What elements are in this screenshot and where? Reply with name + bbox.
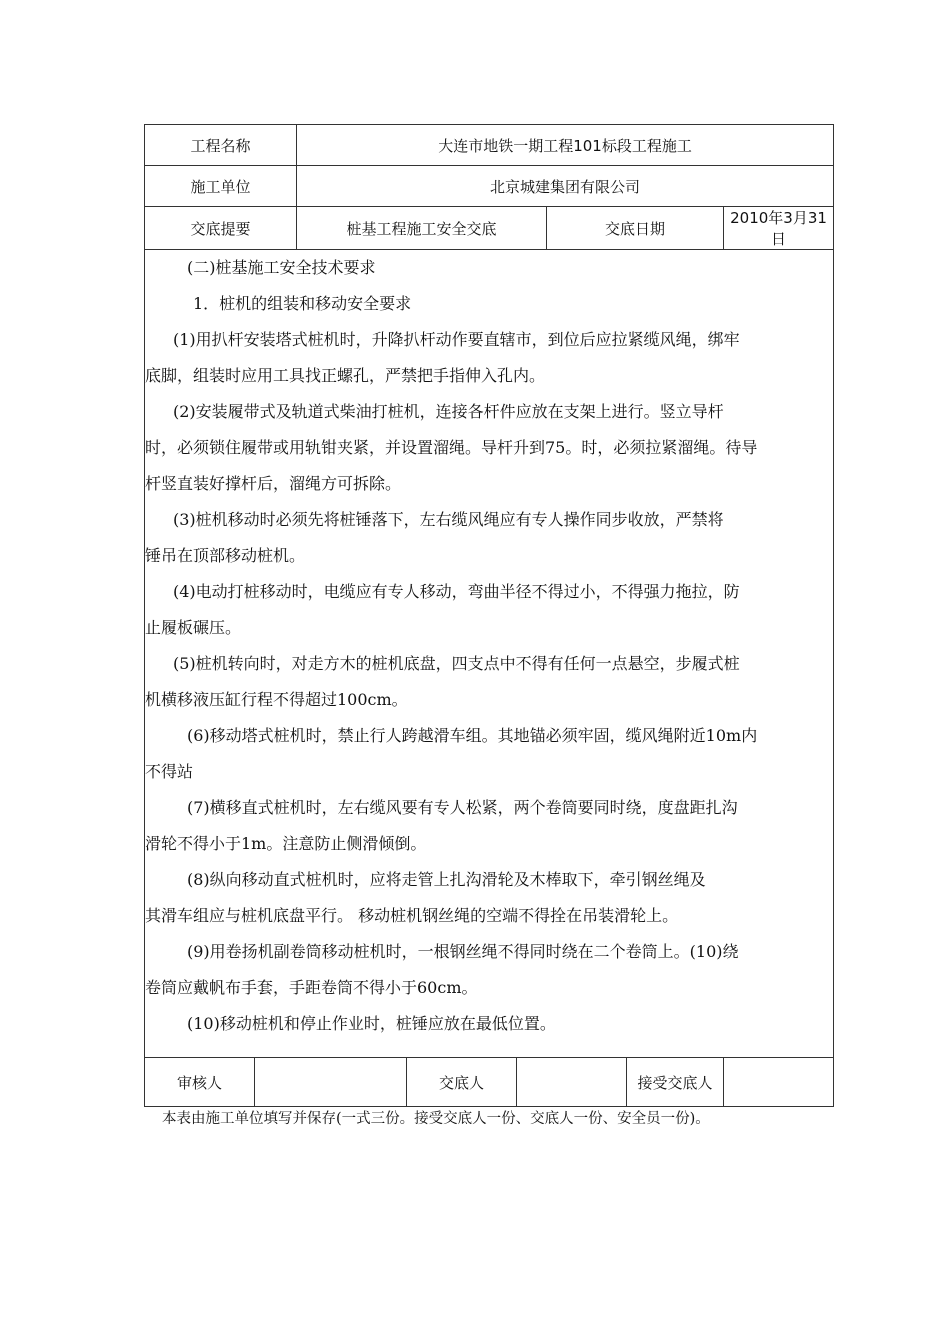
content-body: [145, 250, 833, 1042]
paragraph-line: 止履板碾压。: [145, 618, 242, 637]
paragraph-line: 其滑车组应与桩机底盘平行。 移动桩机钢丝绳的空端不得拴在吊装滑轮上。: [145, 906, 679, 925]
paragraph-line: (5)桩机转向时，对走方木的桩机底盘，四支点中不得有任何一点悬空，步履式桩: [173, 654, 740, 673]
disclosure-form: [144, 124, 833, 1107]
construction-unit-value: 北京城建集团有限公司: [297, 166, 834, 207]
content-row: [145, 250, 834, 1058]
content-cell: [145, 250, 834, 1058]
paragraph-line: 底脚，组装时应用工具找正螺孔，严禁把手指伸入孔内。: [145, 366, 546, 385]
paragraph-line: (9)用卷扬机副卷筒移动桩机时，一根钢丝绳不得同时绕在二个卷筒上。(10)绕: [187, 942, 739, 961]
project-name-label: 工程名称: [145, 125, 297, 166]
subsection-heading: 1．桩机的组装和移动安全要求: [193, 294, 412, 313]
date-label: 交底日期: [547, 207, 724, 250]
paragraph-line: (6)移动塔式桩机时，禁止行人跨越滑车组。其地锚必须牢固，缆风绳附近10m内: [187, 726, 758, 745]
paragraph-line: (3)桩机移动时必须先将桩锤落下，左右缆风绳应有专人操作同步收放，严禁将: [173, 510, 724, 529]
paragraph-line: (8)纵向移动直式桩机时，应将走管上扎沟滑轮及木棒取下，牵引钢丝绳及: [187, 870, 706, 889]
project-row: [145, 125, 834, 166]
summary-label: 交底提要: [145, 207, 297, 250]
reviewer-signature-field[interactable]: [255, 1058, 407, 1107]
discloser-label: 交底人: [407, 1058, 517, 1107]
signature-row: [145, 1058, 834, 1107]
summary-value: 桩基工程施工安全交底: [297, 207, 547, 250]
paragraph-line: 时，必须锁住履带或用轨钳夹紧，并设置溜绳。导杆升到75。时，必须拉紧溜绳。待导: [145, 438, 758, 457]
paragraph-line: 锤吊在顶部移动桩机。: [145, 546, 306, 565]
paragraph-line: (1)用扒杆安装塔式桩机时，升降扒杆动作要直辖市，到位后应拉紧缆风绳，绑牢: [173, 330, 740, 349]
receiver-label: 接受交底人: [627, 1058, 724, 1107]
reviewer-label: 审核人: [145, 1058, 255, 1107]
section-heading: (二)桩基施工安全技术要求: [187, 258, 376, 277]
paragraph-line: 卷筒应戴帆布手套，手距卷筒不得小于60cm。: [145, 978, 478, 997]
paragraph-line: (2)安装履带式及轨道式柴油打桩机，连接各杆件应放在支架上进行。竖立导杆: [173, 402, 724, 421]
paragraph-line: (10)移动桩机和停止作业时，桩锤应放在最低位置。: [187, 1014, 556, 1033]
form-note: 本表由施工单位填写并保存(一式三份。接受交底人一份、交底人一份、安全员一份)。: [162, 1111, 710, 1127]
summary-row: [145, 207, 834, 250]
paragraph-line: 杆竖直装好撑杆后，溜绳方可拆除。: [145, 474, 402, 493]
project-name-value: 大连市地铁一期工程101标段工程施工: [297, 125, 834, 166]
paragraph-line: 不得站: [145, 762, 194, 781]
construction-unit-label: 施工单位: [145, 166, 297, 207]
paragraph-line: (4)电动打桩移动时，电缆应有专人移动，弯曲半径不得过小，不得强力拖拉，防: [173, 582, 740, 601]
paragraph-line: 机横移液压缸行程不得超过100cm。: [145, 690, 408, 709]
paragraph-line: (7)横移直式桩机时，左右缆风要有专人松紧，两个卷筒要同时绕，度盘距扎沟: [187, 798, 738, 817]
paragraph-line: 滑轮不得小于1m。注意防止侧滑倾倒。: [145, 834, 427, 853]
receiver-signature-field[interactable]: [724, 1058, 834, 1107]
discloser-signature-field[interactable]: [517, 1058, 627, 1107]
unit-row: [145, 166, 834, 207]
form-table: [144, 124, 834, 1107]
date-value: 2010年3月31日: [724, 207, 834, 250]
